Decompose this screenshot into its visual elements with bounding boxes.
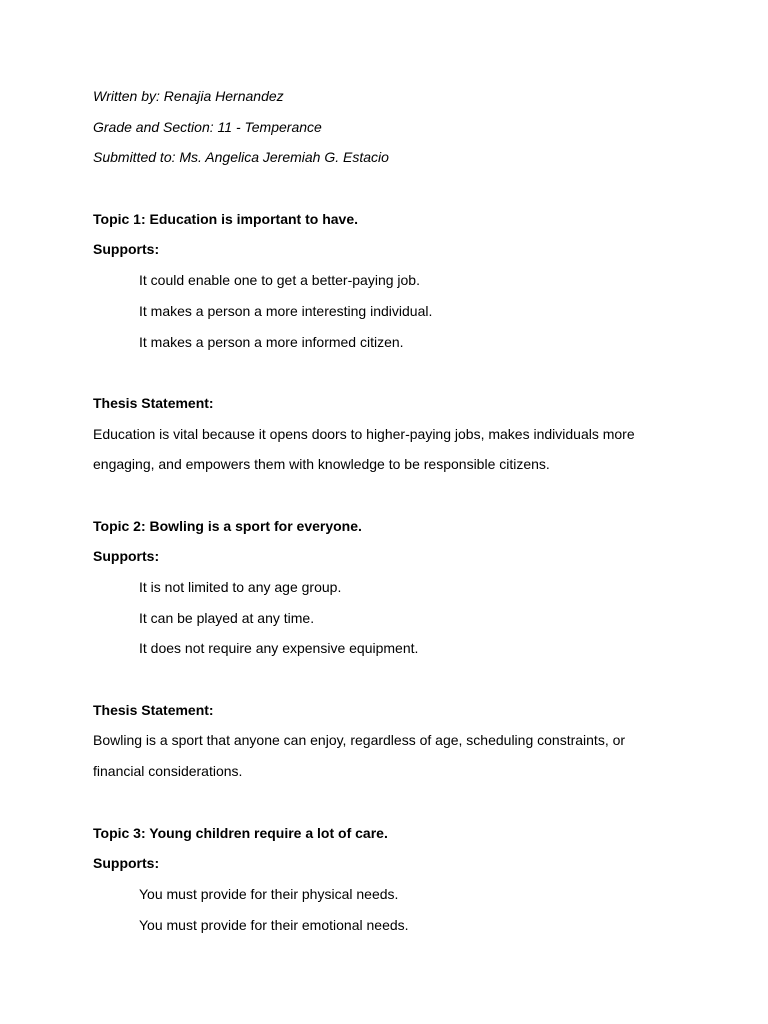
topic-3-support-item: You must provide for their physical needs.: [139, 885, 399, 902]
grade-section-line: Grade and Section: 11 - Temperance: [93, 118, 322, 135]
topic-2-support-item: It is not limited to any age group.: [139, 579, 342, 595]
topic-2-thesis-label: Thesis Statement:: [93, 701, 214, 718]
topic-1-thesis-line: Education is vital because it opens doors to higher-paying jobs, makes individuals more: [93, 425, 635, 442]
topic-2-supports-label: Supports:: [93, 548, 160, 565]
spacer: [93, 669, 693, 700]
topic-1-support-item: It could enable one to get a better-paying job.: [139, 272, 420, 289]
spacer: [93, 362, 693, 393]
topic-2-support-item: It can be played at any time.: [139, 609, 315, 626]
spacer: [93, 485, 693, 516]
topic-1-support-item: It makes a person a more interesting individual.: [139, 302, 433, 319]
spacer: [93, 792, 693, 823]
topic-1-support-item: It makes a person a more informed citizen.: [139, 333, 404, 350]
topic-1-thesis-line: engaging, and empowers them with knowledge to be responsible citizens.: [93, 456, 550, 473]
submitted-to-line: Submitted to: Ms. Angelica Jeremiah G. Estacio: [93, 149, 389, 166]
topic-2-title: Topic 2: Bowling is a sport for everyone.: [93, 517, 362, 534]
topic-2-thesis-line: Bowling is a sport that anyone can enjoy, regardless of age, scheduling constraints, or: [93, 732, 626, 749]
topic-3-title: Topic 3: Young children require a lot of care.: [93, 824, 388, 841]
topic-1-supports-label: Supports:: [93, 241, 160, 258]
topic-3-support-item: You must provide for their emotional needs.: [139, 916, 409, 933]
topic-2-thesis-line: financial considerations.: [93, 763, 243, 780]
topic-1-title: Topic 1: Education is important to have.: [93, 210, 358, 227]
topic-1-thesis-label: Thesis Statement:: [93, 394, 214, 411]
document-body: [93, 86, 693, 945]
author-line: Written by: Renajia Hernandez: [93, 88, 284, 104]
topic-2-support-item: It does not require any expensive equipment.: [139, 640, 419, 657]
spacer: [93, 178, 693, 209]
topic-3-supports-label: Supports:: [93, 855, 160, 872]
